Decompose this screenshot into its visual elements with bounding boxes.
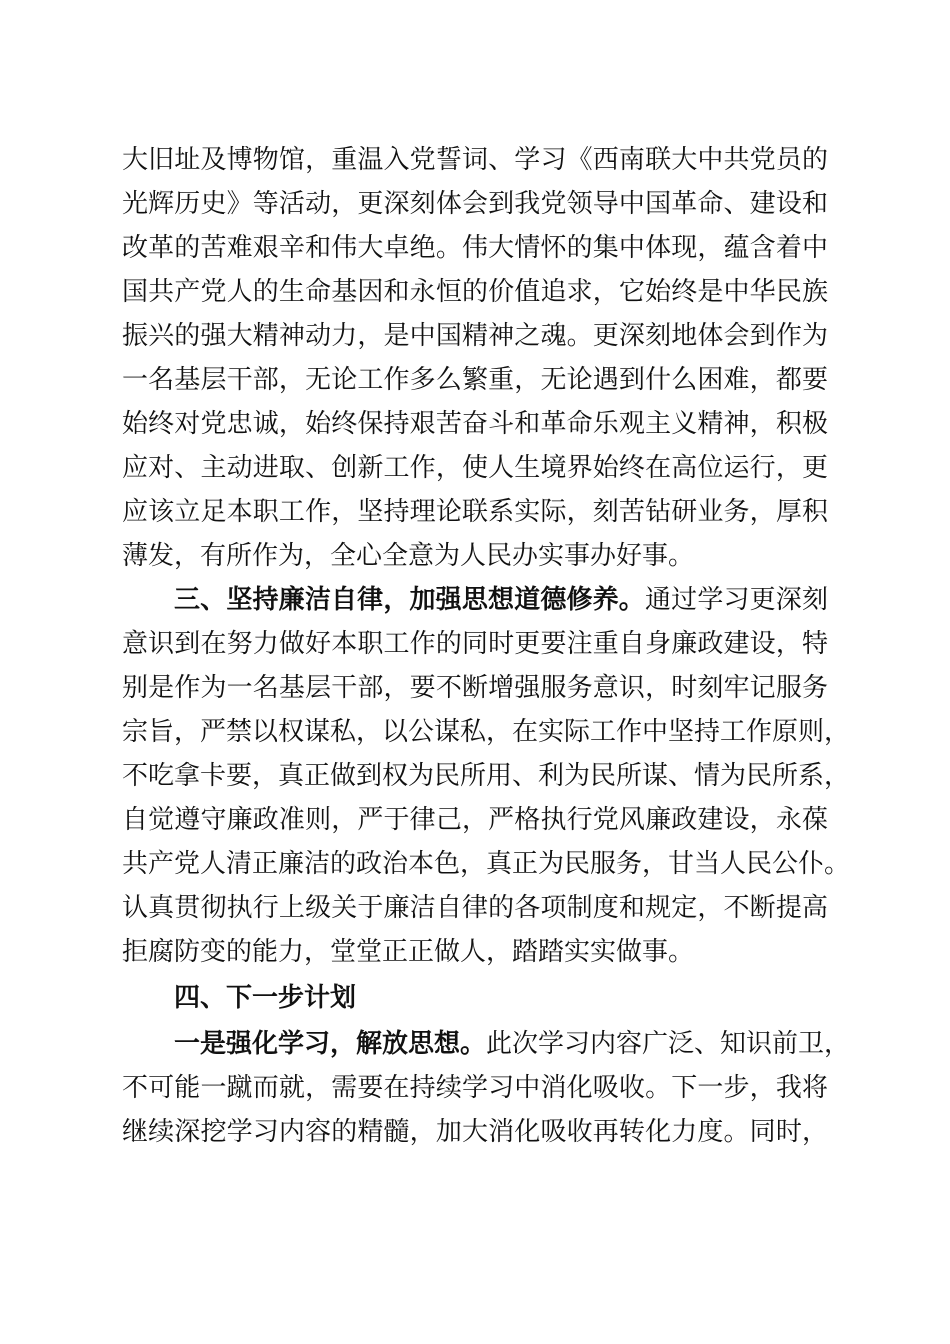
paragraph-line: 认真贯彻执行上级关于廉洁自律的各项制度和规定，不断提高 bbox=[122, 893, 828, 923]
paragraph-line: 不可能一蹴而就，需要在持续学习中消化吸收。下一步，我将 bbox=[122, 1073, 828, 1103]
section-3-heading: 三、坚持廉洁自律，加强思想道德修养。 bbox=[174, 585, 645, 615]
section-4-heading: 四、下一步计划 bbox=[174, 983, 357, 1013]
paragraph-line: 共产党人清正廉洁的政治本色，真正为民服务，甘当人民公仆。 bbox=[122, 849, 851, 879]
item-1-heading: 一是强化学习，解放思想。 bbox=[174, 1029, 487, 1059]
section-3-lead-text: 通过学习更深刻 bbox=[644, 585, 828, 615]
paragraph-line: 一名基层干部，无论工作多么繁重，无论遇到什么困难，都要 bbox=[122, 365, 828, 395]
paragraph-line: 不吃拿卡要，真正做到权为民所用、利为民所谋、情为民所系， bbox=[122, 761, 851, 791]
paragraph-line: 大旧址及博物馆，重温入党誓词、学习《西南联大中共党员的 bbox=[122, 145, 828, 175]
item-1-first-line bbox=[174, 1024, 851, 1064]
paragraph-line: 意识到在努力做好本职工作的同时更要注重自身廉政建设，特 bbox=[122, 629, 828, 659]
paragraph-line: 应对、主动进取、创新工作，使人生境界始终在高位运行，更 bbox=[122, 453, 828, 483]
section-3-first-line bbox=[174, 580, 828, 620]
paragraph-line: 振兴的强大精神动力，是中国精神之魂。更深刻地体会到作为 bbox=[122, 321, 828, 351]
paragraph-line: 继续深挖学习内容的精髓，加大消化吸收再转化力度。同时， bbox=[122, 1117, 828, 1147]
paragraph-line: 改革的苦难艰辛和伟大卓绝。伟大情怀的集中体现，蕴含着中 bbox=[122, 233, 828, 263]
paragraph-line: 光辉历史》等活动，更深刻体会到我党领导中国革命、建设和 bbox=[122, 189, 828, 219]
paragraph-line: 宗旨，严禁以权谋私，以公谋私，在实际工作中坚持工作原则， bbox=[122, 717, 851, 747]
paragraph-line: 应该立足本职工作，坚持理论联系实际，刻苦钻研业务，厚积 bbox=[122, 497, 828, 527]
item-1-lead-text: 此次学习内容广泛、知识前卫， bbox=[486, 1029, 851, 1059]
paragraph-line: 始终对党忠诚，始终保持艰苦奋斗和革命乐观主义精神，积极 bbox=[122, 409, 828, 439]
paragraph-line: 国共产党人的生命基因和永恒的价值追求，它始终是中华民族 bbox=[122, 277, 828, 307]
paragraph-line: 拒腐防变的能力，堂堂正正做人，踏踏实实做事。 bbox=[122, 937, 695, 967]
paragraph-line: 别是作为一名基层干部，要不断增强服务意识，时刻牢记服务 bbox=[122, 673, 828, 703]
paragraph-line: 薄发，有所作为，全心全意为人民办实事办好事。 bbox=[122, 541, 695, 571]
paragraph-line: 自觉遵守廉政准则，严于律己，严格执行党风廉政建设，永葆 bbox=[122, 805, 828, 835]
